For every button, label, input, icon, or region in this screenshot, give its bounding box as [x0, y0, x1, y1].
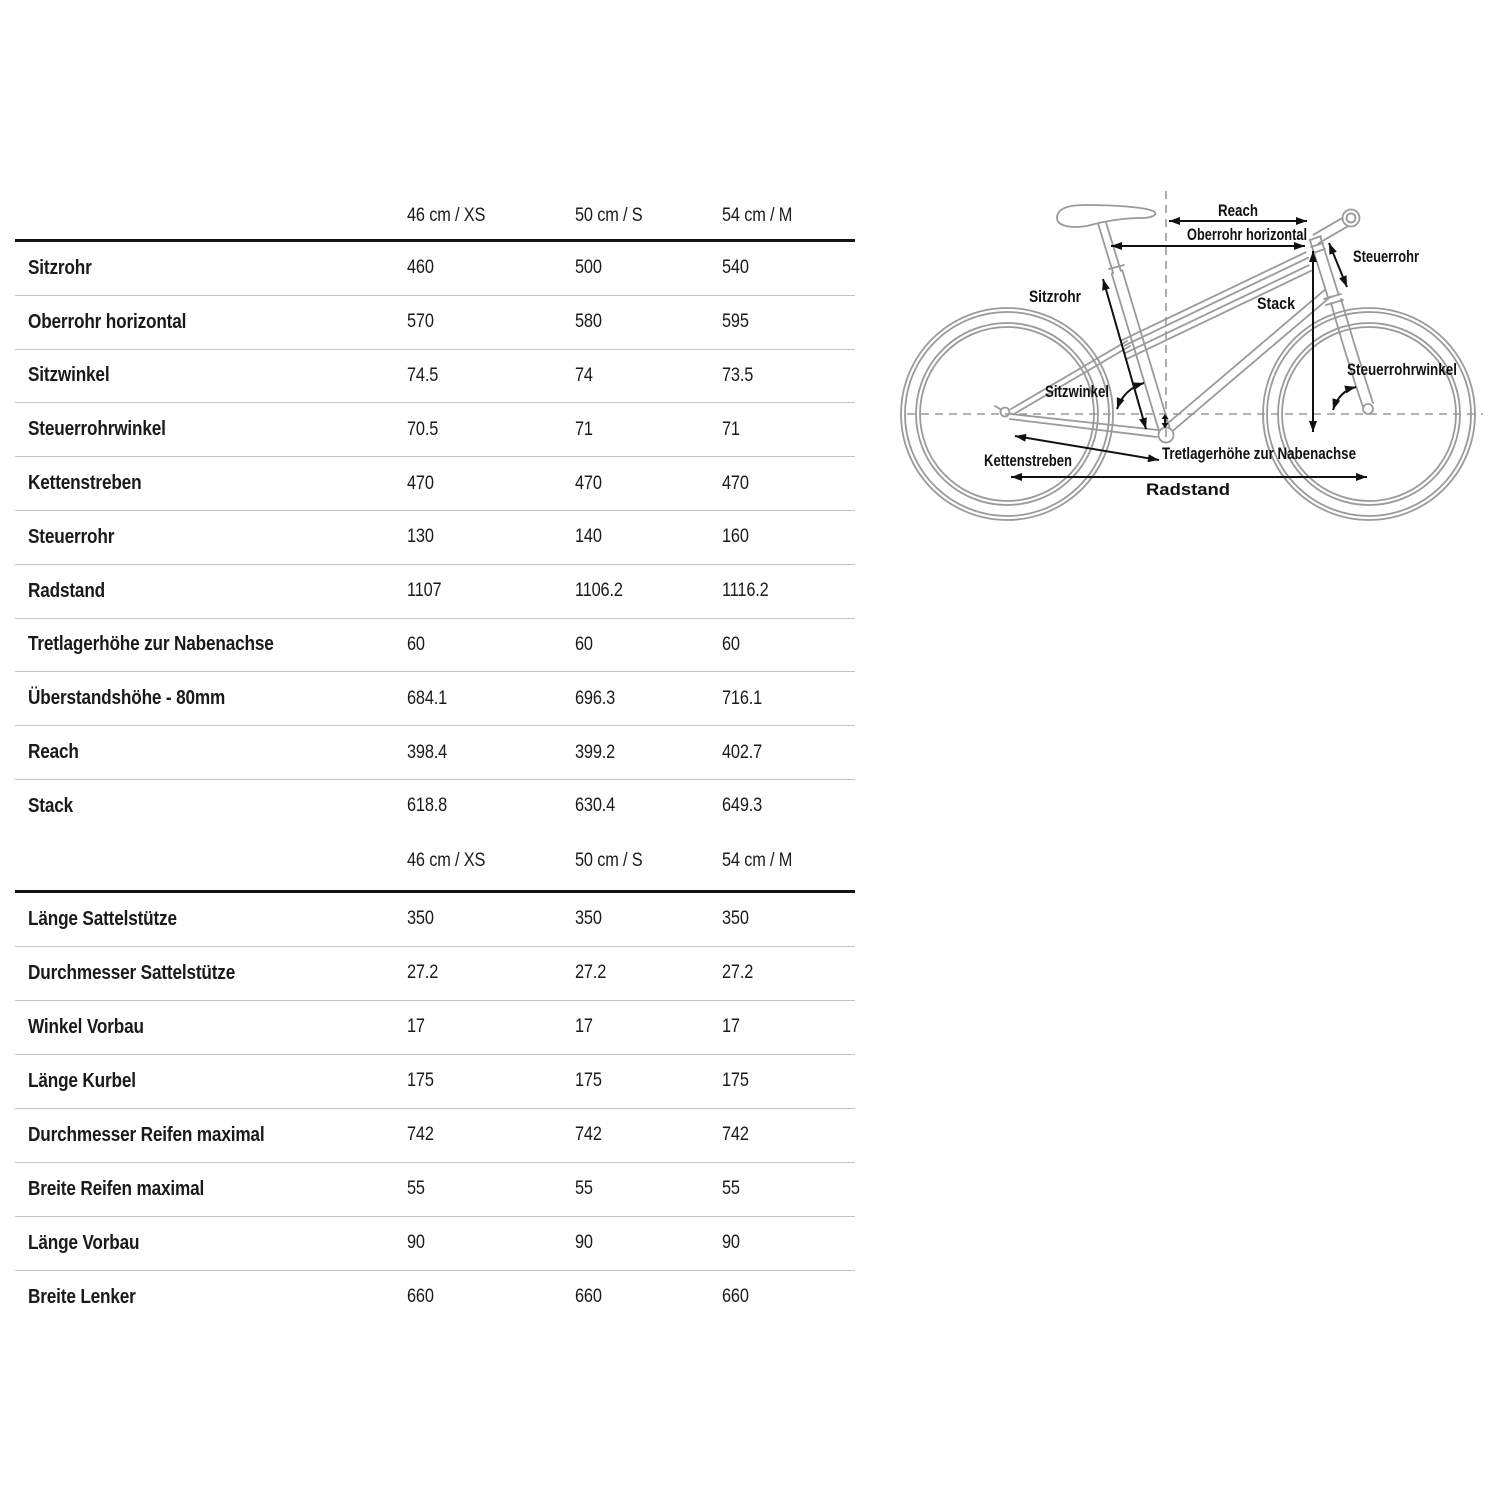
bike-diagram-svg	[895, 185, 1495, 540]
size-header-s: 50 cm / S	[575, 850, 643, 872]
value-m: 175	[722, 1070, 749, 1092]
value-m: 71	[722, 418, 740, 440]
value-s: 55	[575, 1178, 593, 1200]
wheelbase-label: Radstand	[1146, 480, 1230, 499]
top-tube-label: Oberrohr horizontal	[1187, 225, 1307, 244]
table-row	[15, 1001, 855, 1055]
table-row	[15, 403, 855, 457]
size-header-s: 50 cm / S	[575, 204, 643, 226]
row-label: Steuerrohr	[28, 525, 115, 548]
value-s: 660	[575, 1286, 602, 1308]
table-section-components	[15, 833, 855, 1324]
row-label: Durchmesser Sattelstütze	[28, 961, 236, 984]
head-tube-arrow	[1329, 243, 1347, 287]
value-s: 470	[575, 472, 602, 494]
value-xs: 17	[407, 1016, 425, 1038]
bike-geometry-diagram	[895, 185, 1495, 545]
table-row	[15, 780, 855, 833]
row-label: Tretlagerhöhe zur Nabenachse	[28, 633, 274, 656]
bike-frame-icon	[995, 205, 1373, 443]
size-header-row	[15, 192, 855, 242]
row-label: Reach	[28, 741, 79, 764]
table-row	[15, 1271, 855, 1324]
row-label: Radstand	[28, 579, 105, 602]
row-label: Sitzwinkel	[28, 364, 110, 387]
table-row	[15, 619, 855, 673]
row-label: Länge Sattelstütze	[28, 907, 177, 930]
chainstay-label: Kettenstreben	[984, 451, 1072, 470]
value-s: 74	[575, 364, 593, 386]
table-row	[15, 893, 855, 947]
value-xs: 570	[407, 311, 434, 333]
value-s: 742	[575, 1124, 602, 1146]
value-xs: 60	[407, 633, 425, 655]
value-m: 1116.2	[722, 580, 769, 602]
reach-label: Reach	[1218, 201, 1258, 220]
value-xs: 175	[407, 1070, 434, 1092]
value-s: 17	[575, 1016, 593, 1038]
head-angle-arc	[1333, 387, 1356, 410]
table-row	[15, 1109, 855, 1163]
value-xs: 618.8	[407, 795, 448, 817]
value-m: 595	[722, 311, 749, 333]
table-row	[15, 947, 855, 1001]
table-row	[15, 1217, 855, 1271]
value-m: 60	[722, 633, 740, 655]
table-row	[15, 1055, 855, 1109]
stack-label: Stack	[1257, 294, 1296, 313]
size-header-m: 54 cm / M	[722, 204, 793, 226]
value-s: 500	[575, 257, 602, 279]
value-s: 27.2	[575, 962, 607, 984]
table-row	[15, 1163, 855, 1217]
head-tube-label: Steuerrohr	[1353, 247, 1420, 266]
value-xs: 70.5	[407, 418, 439, 440]
row-label: Breite Reifen maximal	[28, 1177, 205, 1200]
row-label: Überstandshöhe - 80mm	[28, 687, 226, 710]
seat-tube-label: Sitzrohr	[1029, 287, 1082, 306]
size-header-xs: 46 cm / XS	[407, 850, 486, 872]
value-m: 350	[722, 908, 749, 930]
value-xs: 90	[407, 1232, 425, 1254]
value-xs: 1107	[407, 580, 442, 602]
value-m: 55	[722, 1178, 740, 1200]
row-label: Steuerrohrwinkel	[28, 418, 166, 441]
bb-drop-label: Tretlagerhöhe zur Nabenachse	[1162, 444, 1356, 463]
value-s: 630.4	[575, 795, 616, 817]
value-m: 90	[722, 1232, 740, 1254]
value-m: 649.3	[722, 795, 763, 817]
value-m: 470	[722, 472, 749, 494]
value-s: 175	[575, 1070, 602, 1092]
handlebar-grip-icon	[1343, 210, 1360, 227]
value-xs: 130	[407, 526, 434, 548]
table-row	[15, 672, 855, 726]
value-s: 1106.2	[575, 580, 623, 602]
table-row	[15, 242, 855, 296]
row-label: Oberrohr horizontal	[28, 310, 187, 333]
table-row	[15, 565, 855, 619]
value-m: 402.7	[722, 741, 763, 763]
row-label: Länge Kurbel	[28, 1069, 136, 1092]
table-row	[15, 511, 855, 565]
value-xs: 398.4	[407, 741, 448, 763]
seat-angle-label: Sitzwinkel	[1045, 382, 1109, 401]
value-m: 27.2	[722, 962, 754, 984]
size-header-m: 54 cm / M	[722, 850, 793, 872]
value-s: 696.3	[575, 687, 616, 709]
value-xs: 350	[407, 908, 434, 930]
value-xs: 684.1	[407, 687, 448, 709]
value-m: 17	[722, 1016, 740, 1038]
row-label: Winkel Vorbau	[28, 1015, 144, 1038]
value-xs: 27.2	[407, 962, 439, 984]
value-m: 742	[722, 1124, 749, 1146]
value-s: 580	[575, 311, 602, 333]
table-row	[15, 457, 855, 511]
value-m: 160	[722, 526, 749, 548]
value-s: 90	[575, 1232, 593, 1254]
row-label: Durchmesser Reifen maximal	[28, 1123, 265, 1146]
size-header-row-2	[15, 833, 855, 893]
row-label: Kettenstreben	[28, 472, 142, 495]
table-rows-components	[15, 893, 855, 1324]
value-m: 73.5	[722, 364, 754, 386]
value-xs: 742	[407, 1124, 434, 1146]
row-label: Länge Vorbau	[28, 1231, 140, 1254]
table-row	[15, 296, 855, 350]
value-m: 716.1	[722, 687, 763, 709]
value-s: 60	[575, 633, 593, 655]
value-s: 140	[575, 526, 602, 548]
size-header-xs: 46 cm / XS	[407, 204, 486, 226]
value-m: 660	[722, 1286, 749, 1308]
value-xs: 660	[407, 1286, 434, 1308]
value-xs: 470	[407, 472, 434, 494]
value-xs: 74.5	[407, 364, 439, 386]
table-row	[15, 350, 855, 404]
value-s: 71	[575, 418, 593, 440]
value-m: 540	[722, 257, 749, 279]
head-angle-label: Steuerrohrwinkel	[1347, 360, 1457, 379]
table-rows-frame	[15, 242, 855, 833]
row-label: Stack	[28, 794, 74, 817]
row-label: Breite Lenker	[28, 1285, 136, 1308]
value-s: 399.2	[575, 741, 616, 763]
front-dropout-icon	[1363, 404, 1373, 414]
table-row	[15, 726, 855, 780]
value-xs: 460	[407, 257, 434, 279]
value-s: 350	[575, 908, 602, 930]
table-section-frame	[15, 192, 855, 833]
row-label: Sitzrohr	[28, 256, 92, 279]
value-xs: 55	[407, 1178, 425, 1200]
geometry-table	[15, 192, 855, 1324]
